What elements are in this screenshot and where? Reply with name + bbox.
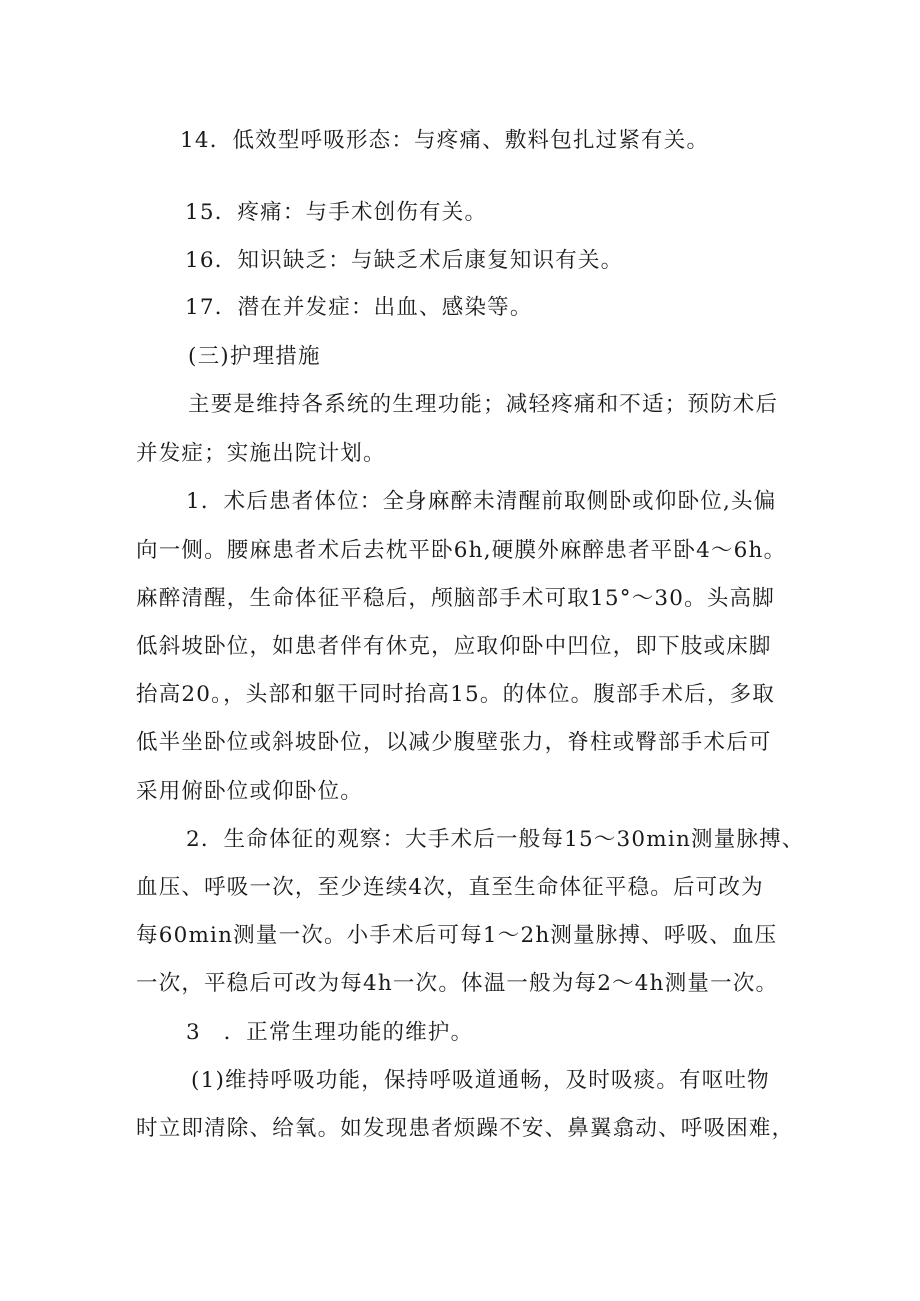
text-line: (1)维持呼吸功能，保持呼吸道通畅，及时吸痰。有呕吐物 bbox=[191, 1068, 770, 1093]
text-line: 抬高20。，头部和躯干同时抬高15。的体位。腹部手术后，多取 bbox=[136, 682, 775, 707]
text-line: 向一侧。腰麻患者术后去枕平卧6h,硬膜外麻醉患者平卧4～6h。 bbox=[136, 538, 787, 563]
text-line: 一次，平稳后可改为每4h一次。体温一般为每2～4h测量一次。 bbox=[136, 971, 779, 996]
text-line: 15．疼痛：与手术创伤有关。 bbox=[185, 200, 488, 225]
text-line: 1．术后患者体位：全身麻醉未清醒前取侧卧或仰卧位,头偏 bbox=[186, 489, 777, 514]
text-line: 主要是维持各系统的生理功能；减轻疼痛和不适；预防术后 bbox=[188, 392, 779, 417]
text-line: 低半坐卧位或斜坡卧位，以减少腹壁张力，脊柱或臀部手术后可 bbox=[136, 730, 772, 755]
section-heading: (三)护理措施 bbox=[188, 344, 321, 369]
text-line: 并发症；实施出院计划。 bbox=[136, 441, 386, 466]
text-line: 2．生命体征的观察：大手术后一般每15～30min测量脉搏、 bbox=[186, 827, 805, 852]
text-line: 14．低效型呼吸形态：与疼痛、敷料包扎过紧有关。 bbox=[180, 128, 710, 153]
text-line: 16．知识缺乏：与缺乏术后康复知识有关。 bbox=[185, 248, 624, 273]
text-line: 17．潜在并发症：出血、感染等。 bbox=[185, 295, 533, 320]
text-line: 3 ．正常生理功能的维护。 bbox=[186, 1020, 474, 1045]
text-line: 时立即清除、给氧。如发现患者烦躁不安、鼻翼翕动、呼吸困难， bbox=[136, 1116, 795, 1141]
text-line: 血压、呼吸一次，至少连续4次，直至生命体征平稳。后可改为 bbox=[136, 875, 764, 900]
text-line: 低斜坡卧位，如患者伴有休克，应取仰卧中凹位，即下肢或床脚 bbox=[136, 634, 772, 659]
text-line: 采用俯卧位或仰卧位。 bbox=[136, 779, 364, 804]
text-line: 麻醉清醒，生命体征平稳后，颅脑部手术可取15°～30。头高脚 bbox=[136, 586, 775, 611]
text-line: 每60min测量一次。小手术后可每1～2h测量脉搏、呼吸、血压 bbox=[136, 923, 778, 948]
